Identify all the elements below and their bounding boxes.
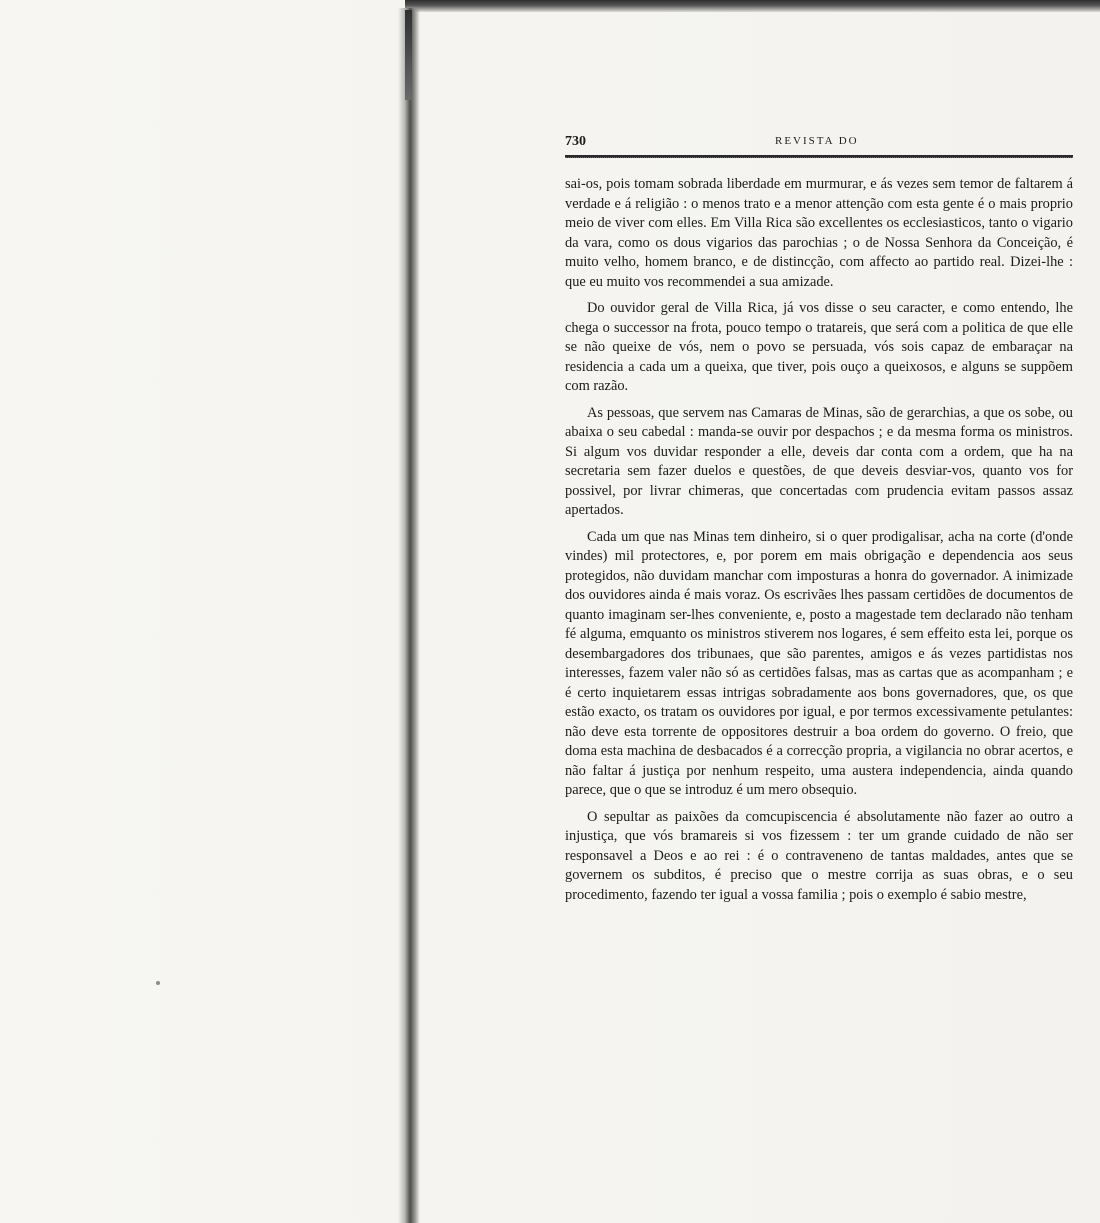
paragraph-3: As pessoas, que servem nas Camaras de Minas, são de gerarchias, a que os sobe, ou abaixa o seu cabedal : manda-se ouvir por despachos ; e da mesma forma os ministros. Si algum vos duvidar responder a elle, deveis dar conta com a ordem, que ha na secretaria sem fazer duelos e questões, de que deveis desviar-vos, quanto vos for possivel, por livrar chimeras, que concertadas com prudencia evitam passos assaz apertados. xyxy=(565,404,1073,518)
body-text xyxy=(565,175,1073,912)
page-header xyxy=(565,134,1073,154)
page-number: 730 xyxy=(565,134,586,149)
gutter-dark-mark xyxy=(405,10,412,100)
running-head: REVISTA DO xyxy=(775,135,859,147)
paragraph-5: O sepultar as paixões da comcupiscencia é absolutamente não fazer ao outro a injustiça, que vós bramareis si vos fizessem : ter um grande cuidado de não ser responsavel a Deos e ao rei : é o contraveneno de tantas maldades, antes que se governem os subditos, é preciso que o mestre corrija as suas obras, e o seu procedimento, fazendo ter igual a vossa familia ; pois o exemplo é sabio mestre, xyxy=(565,808,1073,903)
paragraph-4: Cada um que nas Minas tem dinheiro, si o quer prodigalisar, acha na corte (d'onde vindes) mil protectores, e, por porem em mais obrigação e dependencia aos seus protegidos, não duvidam manchar com imposturas a honra do governador. A inimizade dos ouvidores ainda é mais voraz. Os escrivães lhes passam certidões de documentos de quanto imaginam ser-lhes conveniente, e, posto a magestade tem declarado não tenham fé alguma, emquanto os ministros stiverem nos logares, é sem effeito esta lei, porque os desembargadores dos tribunaes, que são parentes, amigos e ás vezes partidistas nos interesses, fazem valer não só as certidões falsas, mas as cartas que as acompanham ; e é certo inquietarem essas intrigas sobradamente aos bons governadores, que, os que estão exacto, os tratam os ouvidores por igual, e por termos excessivamente petulantes: não deve esta torrente de oppositores destruir a boa ordem do governo. O freio, que doma esta machina de desbacados é a correcção propria, a vigilancia no obrar acertos, e não faltar á justiça por nenhum respeito, uma austera independencia, ainda quando parece, que o que se introduz é um mero obsequio. xyxy=(565,528,1073,798)
page-top-edge-shadow xyxy=(405,0,1100,12)
paragraph-1: sai-os, pois tomam sobrada liberdade em murmurar, e ás vezes sem temor de faltarem á verdade e á religião : o menos trato e a menor attenção com esta gente é o mais proprio meio de viver com elles. Em Villa Rica são excellentes os ecclesiasticos, tanto o vigario da vara, como os dous vigarios das parochias ; o de Nossa Senhora da Conceição, é muito velho, homem branco, e de distincção, com affecto ao partido real. Dizei-lhe : que eu muito vos recommendei a sua amizade. xyxy=(565,176,1073,290)
paragraph-2: Do ouvidor geral de Villa Rica, já vos disse o seu caracter, e como entendo, lhe chega o successor na frota, pouco tempo o tratareis, que será com a politica de que elle se não queixe de vós, nem o povo se persuada, vós sois capaz de embaraçar na residencia a cada um a queixa, que tiver, pois ouço a queixosos, e alguns se suppõem com razão. xyxy=(565,300,1073,394)
book-gutter-shadow xyxy=(398,8,420,1223)
scan-speck xyxy=(156,981,160,985)
header-rule xyxy=(565,155,1073,158)
